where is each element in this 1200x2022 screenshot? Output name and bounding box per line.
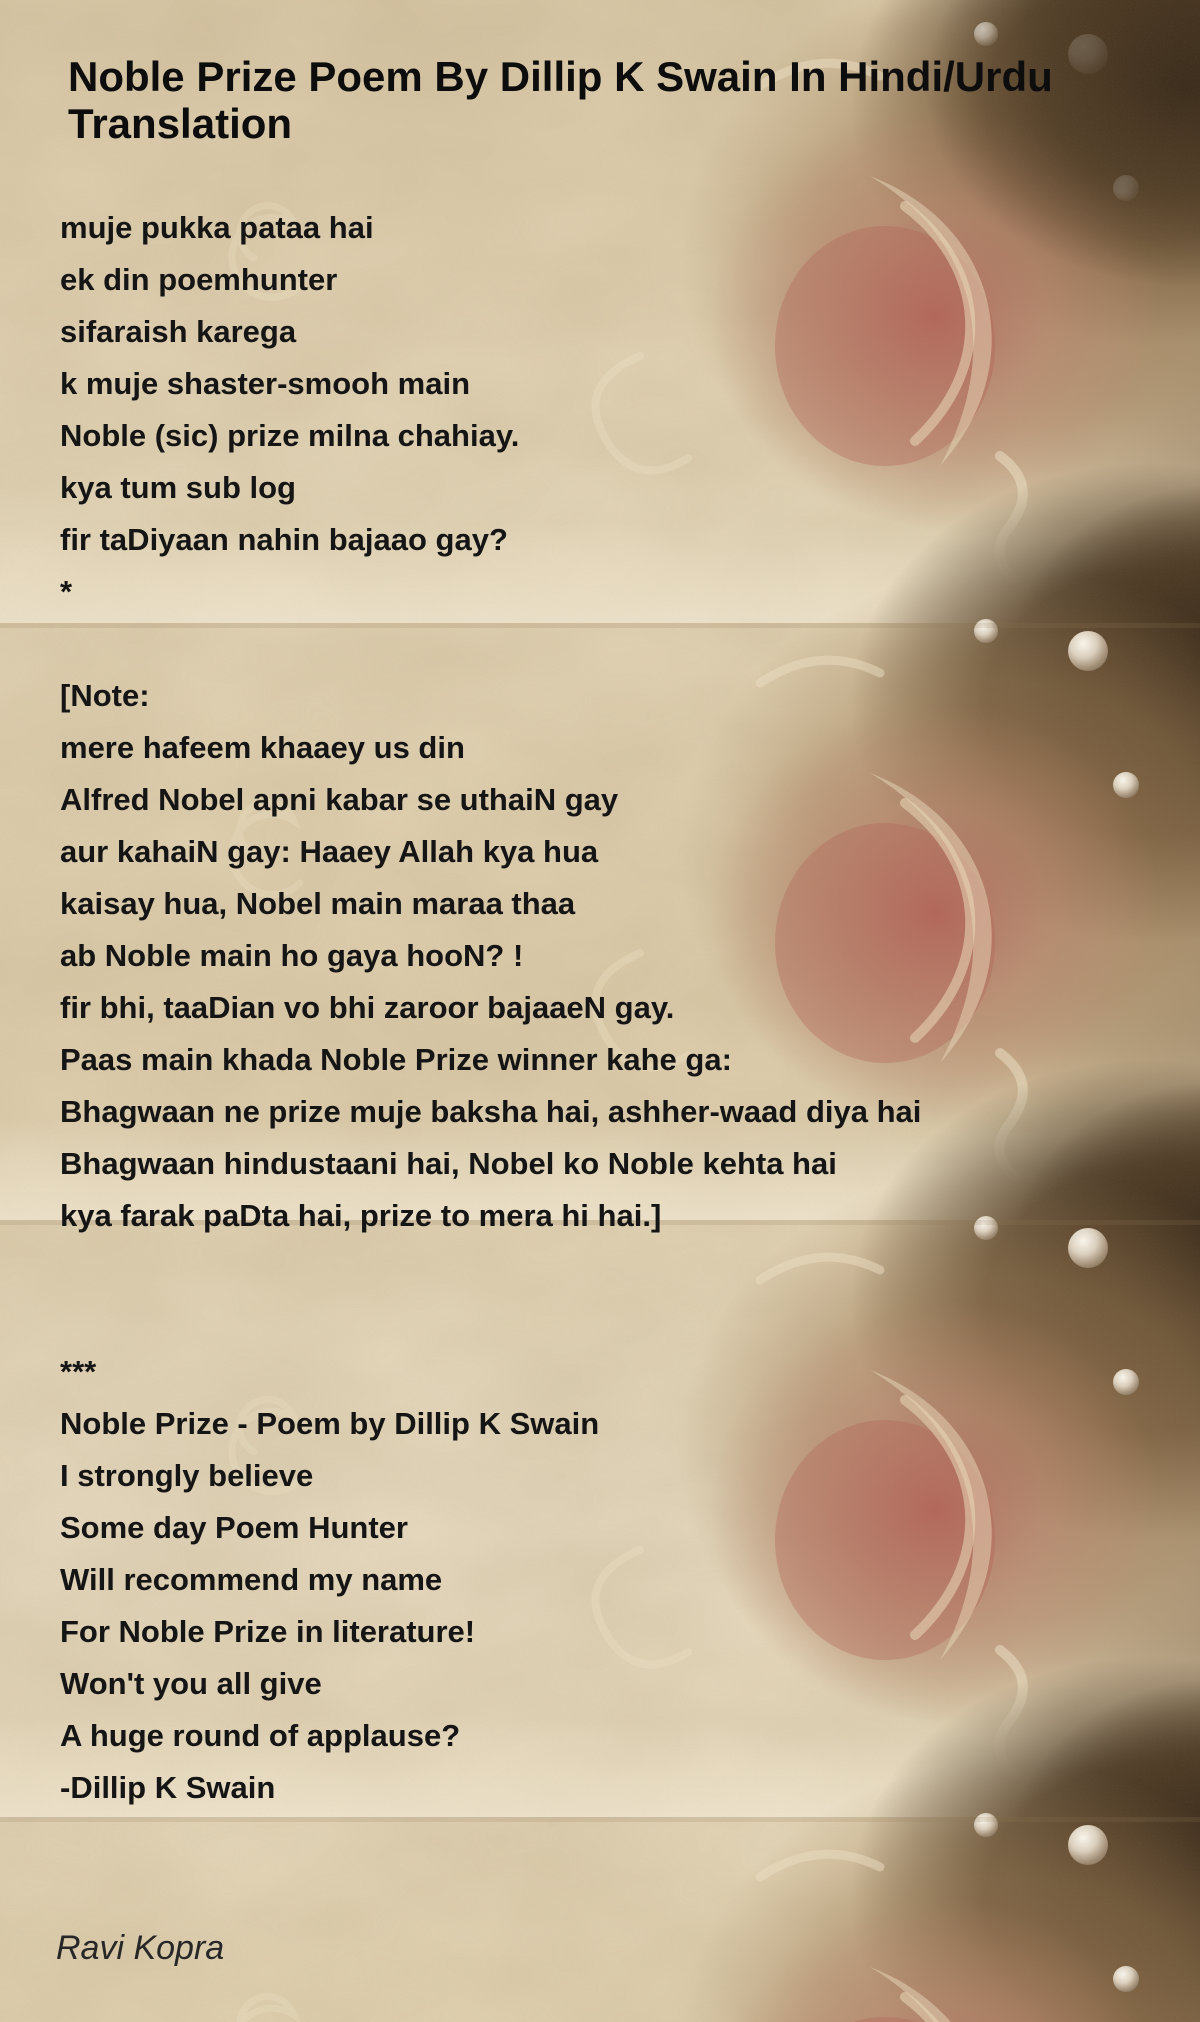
poem-line	[60, 1294, 1160, 1346]
poem-line: kya farak paDta hai, prize to mera hi hai.]	[60, 1198, 662, 1233]
poem-line: Some day Poem Hunter	[60, 1510, 408, 1545]
poem-line: I strongly believe	[60, 1458, 314, 1493]
poem-line: For Noble Prize in literature!	[60, 1614, 476, 1649]
poem-line: kya tum sub log	[60, 470, 296, 505]
poem-line: *	[60, 574, 73, 609]
poem-line: ek din poemhunter	[60, 262, 338, 297]
poem-line: Paas main khada Noble Prize winner kahe ga:	[60, 1042, 732, 1077]
poem-line	[60, 618, 1160, 670]
poem-line: ab Noble main ho gaya hooN? !	[60, 938, 524, 973]
poem-line: mere hafeem khaaey us din	[60, 730, 465, 765]
poem-line: sifaraish karega	[60, 314, 297, 349]
author-signature: Ravi Kopra	[56, 1929, 225, 1967]
page-title	[68, 53, 1118, 147]
poem-line	[60, 1242, 1160, 1294]
poem-line: Alfred Nobel apni kabar se uthaiN gay	[60, 782, 619, 817]
poem-line: Won't you all give	[60, 1666, 322, 1701]
poem-line: muje pukka pataa hai	[60, 210, 374, 245]
poem-line: Noble (sic) prize milna chahiay.	[60, 418, 520, 453]
poem-line: ***	[60, 1354, 97, 1389]
poem-line: kaisay hua, Nobel main maraa thaa	[60, 886, 576, 921]
page-title-line1: Noble Prize Poem By Dillip K Swain In Hindi/Urdu	[68, 53, 1053, 100]
poem-line: fir bhi, taaDian vo bhi zaroor bajaaeN gay.	[60, 990, 675, 1025]
poem-line: Bhagwaan ne prize muje baksha hai, ashher-waad diya hai	[60, 1094, 922, 1129]
poem-line: -Dillip K Swain	[60, 1770, 276, 1805]
poem-line: A huge round of applause?	[60, 1718, 461, 1753]
poem-line: [Note:	[60, 678, 150, 713]
poem-line: fir taDiyaan nahin bajaao gay?	[60, 522, 508, 557]
poem-line: k muje shaster-smooh main	[60, 366, 471, 401]
page-title-line2: Translation	[68, 100, 293, 147]
poem-line: Bhagwaan hindustaani hai, Nobel ko Noble kehta hai	[60, 1146, 837, 1181]
poem-line: Noble Prize - Poem by Dillip K Swain	[60, 1406, 600, 1441]
poem-line: aur kahaiN gay: Haaey Allah kya hua	[60, 834, 599, 869]
poem-body	[60, 202, 1160, 1814]
poem-line: Will recommend my name	[60, 1562, 443, 1597]
